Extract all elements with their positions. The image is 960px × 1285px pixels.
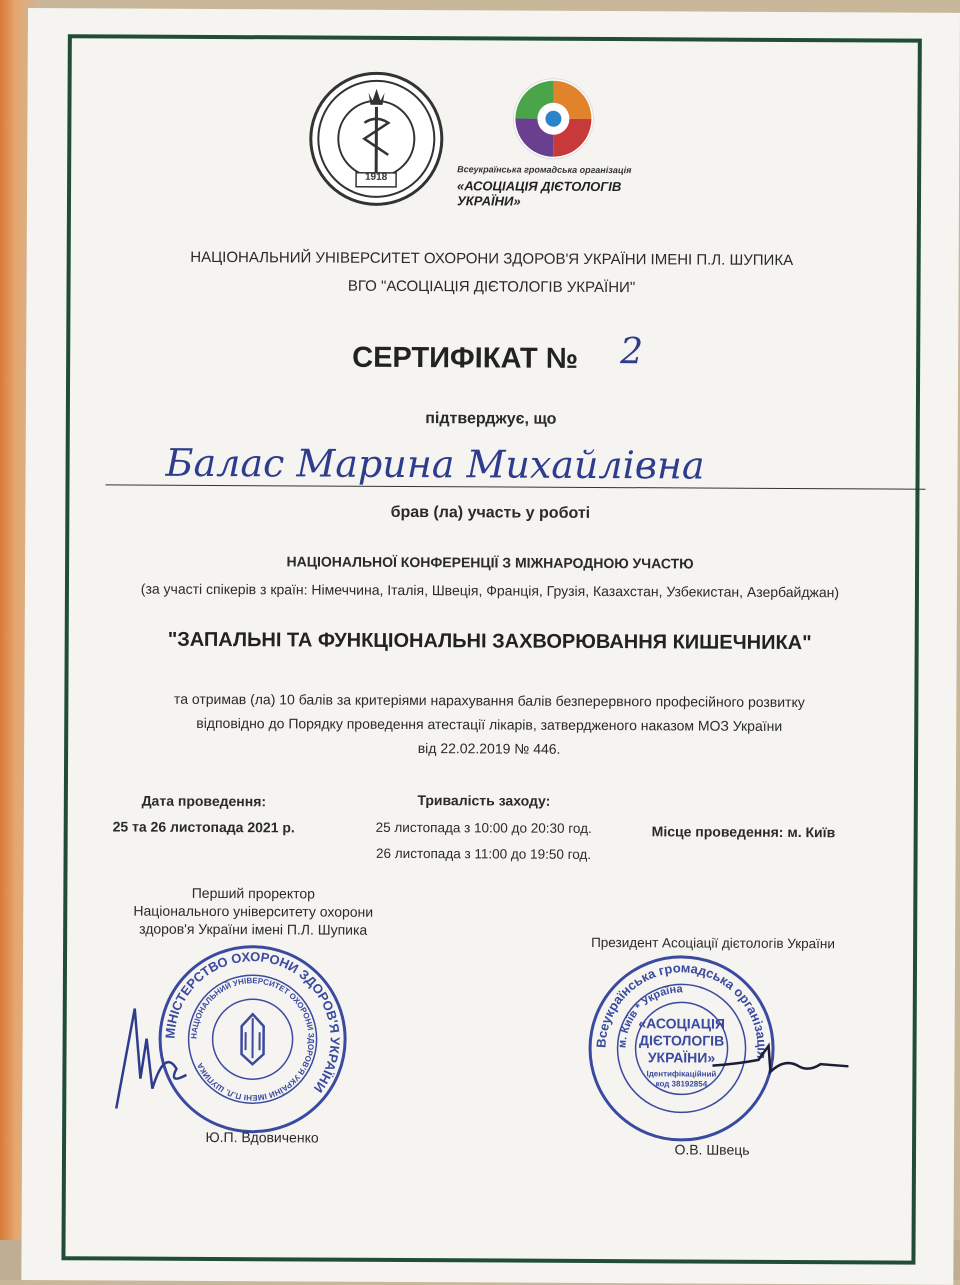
left-signature [106, 988, 197, 1118]
left-signatory-title-2: Національного університету охорони [133, 902, 374, 920]
university-logo-graphic [312, 74, 441, 203]
certificate-title: СЕРТИФІКАТ № [352, 341, 579, 375]
left-signatory-name: Ю.П. Вдовиченко [205, 1128, 319, 1146]
conference-type: НАЦІОНАЛЬНОЇ КОНФЕРЕНЦІЇ З МІЖНАРОДНОЮ УЧАСТЮ [286, 553, 694, 572]
confirms-text: підтверджує, що [425, 410, 557, 428]
left-signatory-title-1: Перший проректор [191, 884, 316, 902]
university-stamp-inner-text: НАЦІОНАЛЬНИЙ УНІВЕРСИТЕТ ОХОРОНИ ЗДОРОВ'Я УКРАЇНИ ІМЕНІ П.Л. ШУПИКА [189, 976, 316, 1103]
speaker-countries: (за участі спікерів з країн: Німеччина, Італія, Швеція, Франція, Грузія, Казахстан, Узбекистан, Азербайджан) [140, 580, 840, 601]
association-subtitle: Всеукраїнська громадська організація [457, 164, 632, 176]
duration-day-1: 25 листопада з 10:00 до 20:30 год. [375, 819, 592, 836]
association-name: «АСОЦІАЦІЯ ДІЄТОЛОГІВ УКРАЇНИ» [456, 178, 622, 209]
duration-day-2: 26 листопада з 11:00 до 19:50 год. [376, 845, 592, 862]
duration-label: Тривалість заходу: [417, 792, 551, 809]
university-logo [309, 71, 444, 206]
association-stamp-city-text: м. Київ * Україна [616, 983, 683, 1049]
association-stamp-line-3: УКРАЇНИ» [647, 1049, 716, 1066]
left-signatory-title-3: здоров'я України імені П.Л. Шупика [139, 920, 368, 938]
conference-title: "ЗАПАЛЬНІ ТА ФУНКЦІОНАЛЬНІ ЗАХВОРЮВАННЯ КИШЕЧНИКА" [167, 628, 812, 655]
recipient-name: Балас Марина Михайлівна [165, 440, 705, 488]
certificate-number: 2 [620, 331, 644, 373]
header-association: ВГО "АСОЦІАЦІЯ ДІЄТОЛОГІВ УКРАЇНИ" [347, 277, 636, 297]
association-stamp-line-2: ДІЄТОЛОГІВ [638, 1032, 725, 1049]
association-stamp-outer-text: Всеукраїнська громадська організація [593, 960, 770, 1060]
university-stamp-outer-text: МІНІСТЕРСТВО ОХОРОНИ ЗДОРОВ'Я УКРАЇНИ [162, 949, 343, 1096]
points-line-2: відповідно до Порядку проведення атестації лікарів, затвердженого наказом МОЗ України [196, 714, 783, 734]
header-university: НАЦІОНАЛЬНИЙ УНІВЕРСИТЕТ ОХОРОНИ ЗДОРОВ'Я УКРАЇНИ ІМЕНІ П.Л. ШУПИКА [190, 248, 794, 270]
date-value: 25 та 26 листопада 2021 р. [112, 818, 295, 836]
right-signature [708, 1036, 858, 1097]
university-stamp-code [222, 1079, 223, 1080]
date-label: Дата проведення: [141, 792, 267, 810]
right-signatory-name: О.В. Швець [674, 1141, 750, 1158]
venue: Місце проведення: м. Київ [651, 823, 836, 841]
association-stamp-line-1: «АСОЦІАЦІЯ [638, 1015, 726, 1032]
points-line-1: та отримав (ла) 10 балів за критеріями нарахування балів безперервного професійного розвитку [173, 690, 805, 711]
association-logo [511, 77, 595, 161]
association-stamp-code: код 38192854 [655, 1079, 708, 1089]
certificate-paper [21, 8, 960, 1285]
participated-text: брав (ла) участь у роботі [390, 503, 591, 522]
university-logo-year: 1918 [364, 171, 388, 183]
points-line-3: від 22.02.2019 № 446. [417, 740, 561, 757]
association-stamp-code-label: Ідентифікаційний [646, 1069, 717, 1079]
right-signatory-title: Президент Асоціації дієтологів України [591, 934, 835, 952]
